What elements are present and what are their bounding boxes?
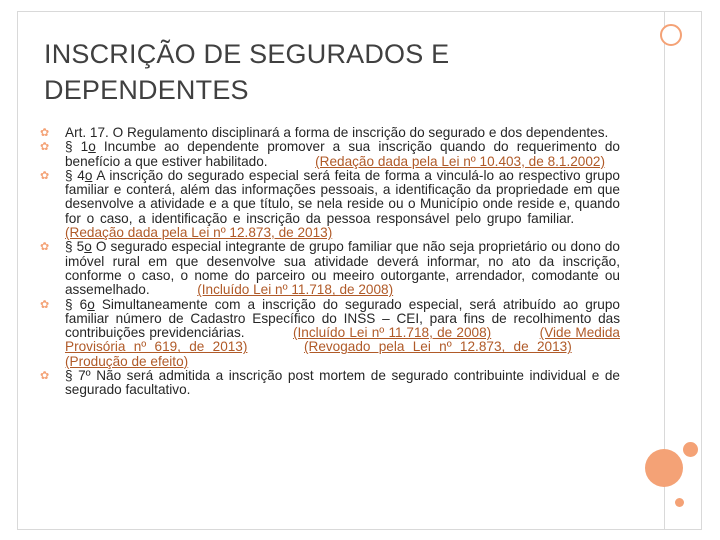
law-reference-link[interactable]: (Incluído Lei nº 11.718, de 2008) xyxy=(293,325,492,341)
item-text: § 7º Não será admitida a inscrição post mortem de segurado contribuinte individual e de segurado facultativo. xyxy=(65,368,620,398)
decorative-circle-large-icon xyxy=(645,449,683,487)
decorative-ring-icon xyxy=(660,24,682,46)
article-list xyxy=(40,126,620,398)
list-item xyxy=(40,126,620,140)
item-prefix: § 4 xyxy=(65,167,85,183)
list-item xyxy=(40,240,620,297)
list-item xyxy=(40,298,620,369)
flower-bullet-icon: ✿ xyxy=(40,298,50,311)
law-reference-link[interactable]: (Vide Medida Provisória nº 619, de 2013) xyxy=(65,325,620,355)
flower-bullet-icon: ✿ xyxy=(40,169,50,182)
item-prefix: § 6 xyxy=(65,296,88,312)
item-ordinal: o xyxy=(88,139,96,155)
item-ordinal: o xyxy=(84,239,92,255)
law-reference-link[interactable]: (Produção de efeito) xyxy=(65,353,189,369)
item-prefix: § 5 xyxy=(65,239,85,255)
law-reference-link[interactable]: (Revogado pela Lei nº 12.873, de 2013) xyxy=(303,339,572,355)
item-text: Simultaneamente com a inscrição do segurado especial, será atribuído ao grupo familiar número de Cadastro Específico do INSS – CEI, para fins de recolhimento das contribuições previdenciárias. xyxy=(65,296,620,341)
item-text: Incumbe ao dependente promover a sua inscrição quando do requerimento do benefício a que estiver habilitado. xyxy=(65,139,620,169)
decorative-dot-icon xyxy=(675,498,684,507)
slide-title: INSCRIÇÃO DE SEGURADOS E DEPENDENTES xyxy=(44,39,450,105)
law-reference-link[interactable]: (Incluído Lei nº 11.718, de 2008) xyxy=(197,282,394,298)
law-reference-link[interactable]: (Redação dada pela Lei nº 12.873, de 2013) xyxy=(65,225,333,241)
list-item xyxy=(40,369,620,398)
flower-bullet-icon: ✿ xyxy=(40,370,50,383)
list-item xyxy=(40,140,620,169)
item-text: A inscrição do segurado especial será feita de forma a vinculá-lo ao respectivo grupo familiar e conterá, além das informações pessoais, a identificação da propriedade em que desenvolve a atividade e a que título, se nela reside ou o Município onde reside e, quando for o caso, a identificação e inscrição da pessoa responsável pelo grupo familiar. xyxy=(65,167,620,226)
flower-bullet-icon: ✿ xyxy=(40,141,50,154)
list-item xyxy=(40,169,620,240)
item-ordinal: o xyxy=(87,296,95,312)
law-reference-link[interactable]: (Redação dada pela Lei nº 10.403, de 8.1.2002) xyxy=(315,153,606,169)
item-prefix: § 1 xyxy=(65,139,89,155)
flower-bullet-icon: ✿ xyxy=(40,127,50,139)
item-text: O segurado especial integrante de grupo familiar que não seja proprietário ou dono do imóvel rural em que desenvolve sua atividade deverá informar, no ato da inscrição, conforme o caso, o nome do parceiro ou meeiro outorgante, arrendador, comodante ou assemelhado. xyxy=(65,239,620,298)
flower-bullet-icon: ✿ xyxy=(40,241,50,254)
item-text: Art. 17. O Regulamento disciplinará a forma de inscrição do segurado e dos dependentes. xyxy=(65,125,609,140)
decorative-circle-small-icon xyxy=(683,442,698,457)
item-ordinal: o xyxy=(84,167,93,183)
